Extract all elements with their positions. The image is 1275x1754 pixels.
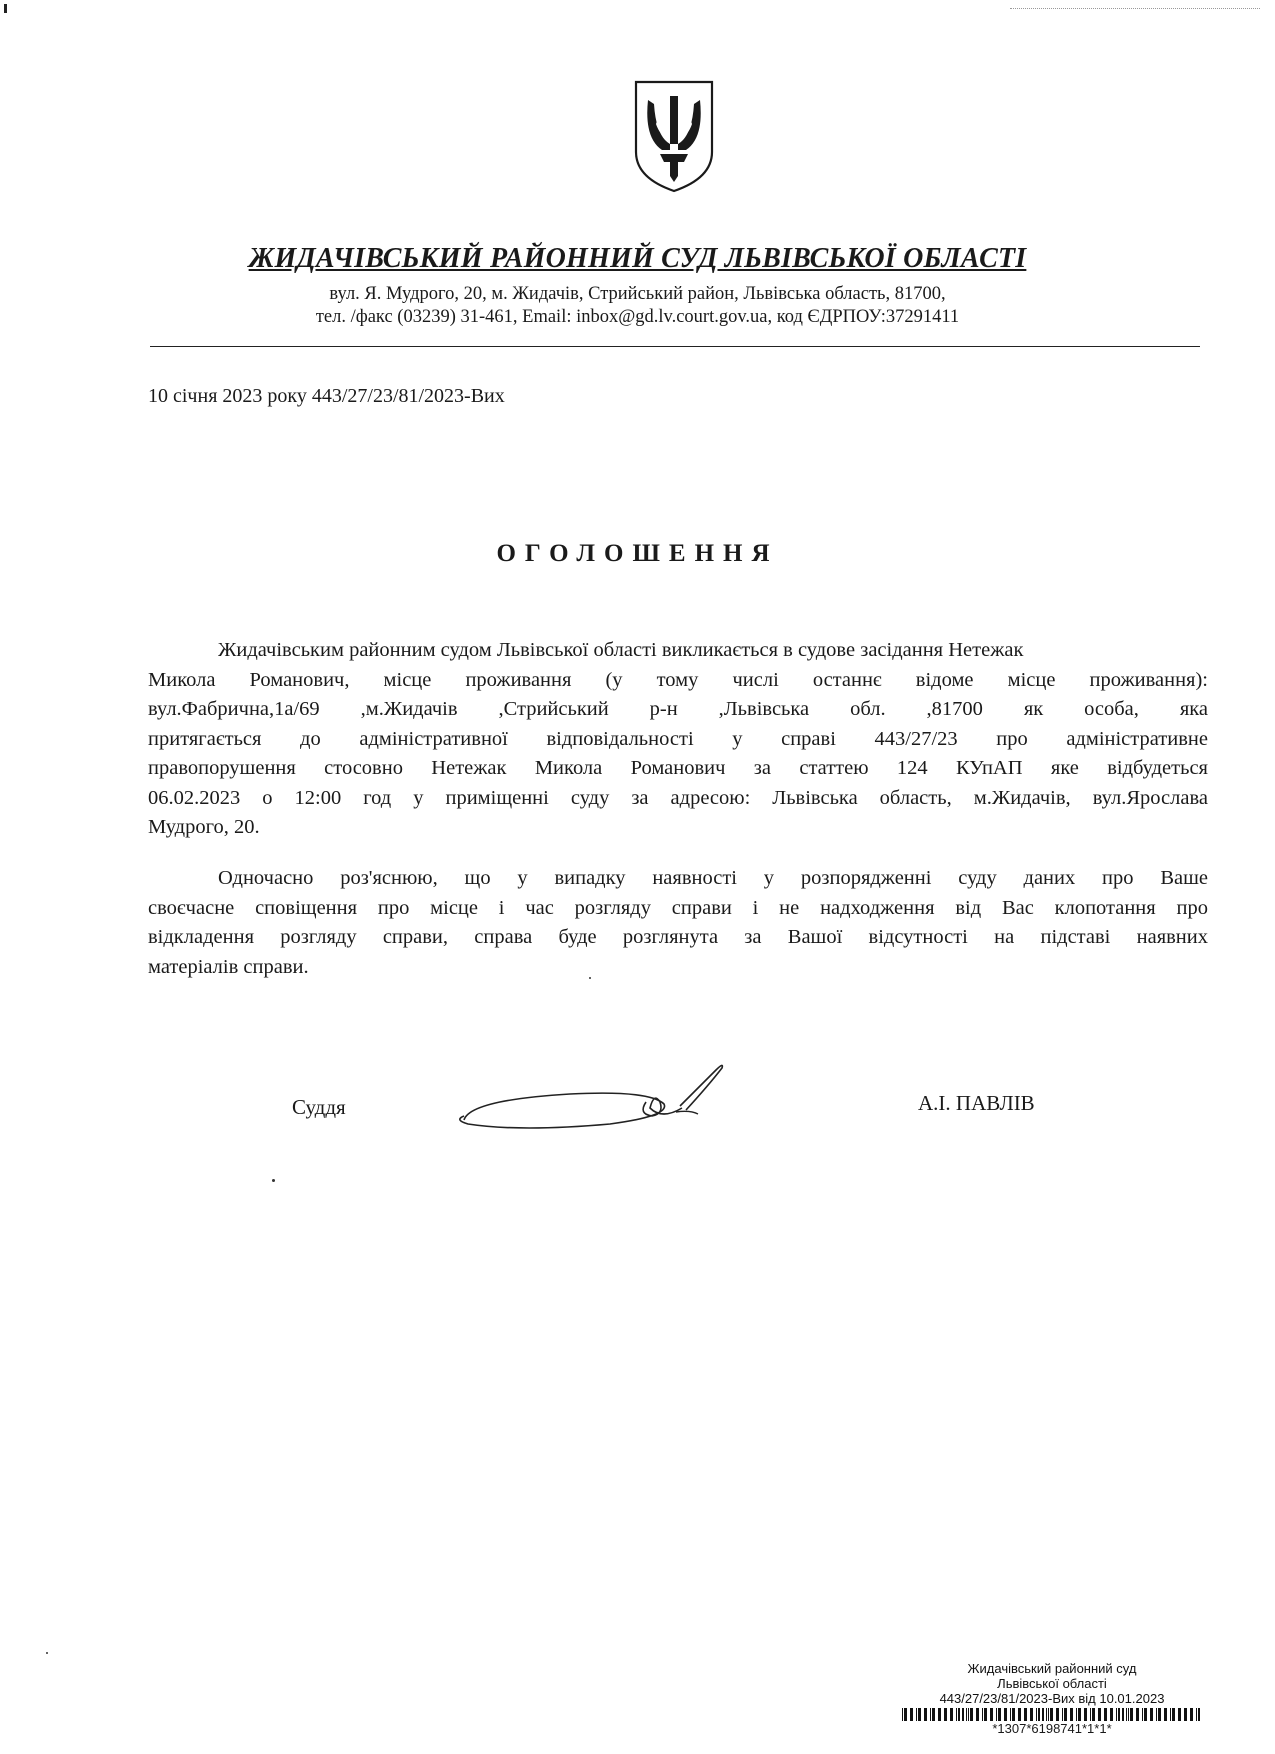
clarification-paragraph [148,864,1208,982]
barcode-bar [1142,1708,1143,1721]
scan-speck [272,1179,275,1182]
court-name: ЖИДАЧІВСЬКИЙ РАЙОННИЙ СУД ЛЬВІВСЬКОЇ ОБЛАСТІ [248,243,1027,274]
barcode-bar [904,1708,907,1721]
paragraph-line: Жидачівським районним судом Львівської області викликається в судове засідання Нетежак [218,639,1024,661]
barcode-bar [902,1708,903,1721]
barcode-bar [1062,1708,1063,1721]
barcode-bar [1070,1708,1073,1721]
paragraph-line: матеріалів справи. [148,955,309,978]
barcode-bar [1042,1708,1044,1721]
paragraph-line: Мудрого, 20. [148,816,260,838]
barcode-bar [1092,1708,1095,1721]
handwritten-signature [450,1050,750,1140]
paragraph-line: Микола Романович, місце проживання (у тому числі останнє відоме місце проживання): [148,668,1208,691]
barcode-bar [996,1708,997,1721]
barcode-bar [910,1708,913,1721]
barcode-bar [966,1708,967,1721]
barcode-bar [932,1708,935,1721]
barcode-bar [916,1708,917,1721]
barcode-bar [1170,1708,1171,1721]
scan-edge-dots [1010,8,1260,9]
barcode-bar [1046,1708,1047,1721]
barcode-bar [1056,1708,1059,1721]
scan-speck [589,977,591,979]
barcode-bar [1050,1708,1053,1721]
barcode-bar [1078,1708,1081,1721]
barcode-bar [1036,1708,1037,1721]
coat-of-arms-icon [632,78,716,194]
stamp-registration-number: 443/27/23/81/2023-Вих від 10.01.2023 [939,1691,1165,1706]
header-divider [150,346,1200,347]
barcode-bar [970,1708,973,1721]
barcode-bar [1190,1708,1193,1721]
reference-date-number: 10 січня 2023 року 443/27/23/81/2023-Вих [148,385,505,407]
announcement-paragraph [148,636,1208,843]
barcode-bar [930,1708,931,1721]
barcode-bar [918,1708,921,1721]
barcode-bar [1136,1708,1139,1721]
barcode-bar [956,1708,957,1721]
barcode-bar [1090,1708,1091,1721]
barcode-bar [1024,1708,1027,1721]
barcode-bar [962,1708,964,1721]
judge-role: Суддя [292,1095,346,1119]
court-contacts: тел. /факс (03239) 31-461, Email: inbox@gd.lv.court.gov.ua, код ЄДРПОУ:37291411 [315,307,960,327]
barcode-bar [982,1708,983,1721]
barcode-bar [1098,1708,1101,1721]
barcode-bar [1012,1708,1015,1721]
barcode-bar [950,1708,953,1721]
barcode-bar [1038,1708,1040,1721]
barcode-bar [1150,1708,1153,1721]
barcode-bar [976,1708,979,1721]
registration-stamp [842,1661,1262,1735]
barcode-bar [1178,1708,1181,1721]
barcode-bar [1064,1708,1067,1721]
barcode-bar [1030,1708,1033,1721]
barcode-bar [1144,1708,1147,1721]
barcode-bar [1004,1708,1007,1721]
barcode-bar [1156,1708,1157,1721]
barcode-bar [938,1708,941,1721]
document-title: ОГОЛОШЕННЯ [496,540,779,567]
barcode-bar [1172,1708,1175,1721]
barcode-bar [1128,1708,1129,1721]
barcode-bar [1164,1708,1167,1721]
paragraph-line: притягається до адміністративної відповідальності у справі 443/27/23 про адміністративне [148,727,1208,750]
paragraph-line: вул.Фабрична,1а/69 ,м.Жидачів ,Стрийський р-н ,Львівська обл. ,81700 як особа, яка [148,698,1208,720]
barcode-bar [1122,1708,1124,1721]
barcode-text: *1307*6198741*1*1* [992,1721,1112,1736]
barcode-bar [1076,1708,1077,1721]
paragraph-line: правопорушення стосовно Нетежак Микола Романович за статтею 124 КУпАП яке відбудеться [148,757,1208,779]
paragraph-line: Одночасно роз'яснюю, що у випадку наявності у розпорядженні суду даних про Ваше [218,867,1208,889]
barcode-bar [968,1708,969,1721]
paragraph-line: 06.02.2023 о 12:00 год у приміщенні суду за адресою: Львівська область, м.Жидачів, вул.Ярослава [148,786,1208,809]
scan-corner-mark [4,4,7,13]
scan-speck [46,1652,48,1654]
barcode-bar [1084,1708,1087,1721]
barcode-bar [1110,1708,1113,1721]
barcode-bar [1126,1708,1127,1721]
paragraph-line: своєчасне сповіщення про місце і час розгляду справи і не надходження від Вас клопотання про [148,896,1208,919]
barcode-bar [998,1708,1001,1721]
barcode-bar [944,1708,947,1721]
barcode-bar [1104,1708,1107,1721]
barcode-bar [1184,1708,1187,1721]
court-address: вул. Я. Мудрого, 20, м. Жидачів, Стрийський район, Львівська область, 81700, [329,284,946,304]
barcode [902,1708,1202,1721]
barcode-bar [1196,1708,1197,1721]
barcode-bar [1116,1708,1117,1721]
paragraph-line: відкладення розгляду справи, справа буде розглянута за Вашої відсутності на підставі наявних [148,926,1208,948]
barcode-bar [990,1708,993,1721]
stamp-court-name: Жидачівський районний суд [967,1661,1137,1676]
stamp-region: Львівської області [997,1676,1107,1691]
barcode-bar [1118,1708,1120,1721]
barcode-bar [958,1708,960,1721]
judge-name: А.І. ПАВЛІВ [918,1091,1035,1115]
barcode-bar [1048,1708,1049,1721]
barcode-bar [984,1708,987,1721]
barcode-bar [1130,1708,1133,1721]
barcode-bar [1018,1708,1021,1721]
barcode-bar [1010,1708,1011,1721]
barcode-bar [1158,1708,1161,1721]
barcode-bar [924,1708,927,1721]
barcode-bar [1198,1708,1200,1721]
